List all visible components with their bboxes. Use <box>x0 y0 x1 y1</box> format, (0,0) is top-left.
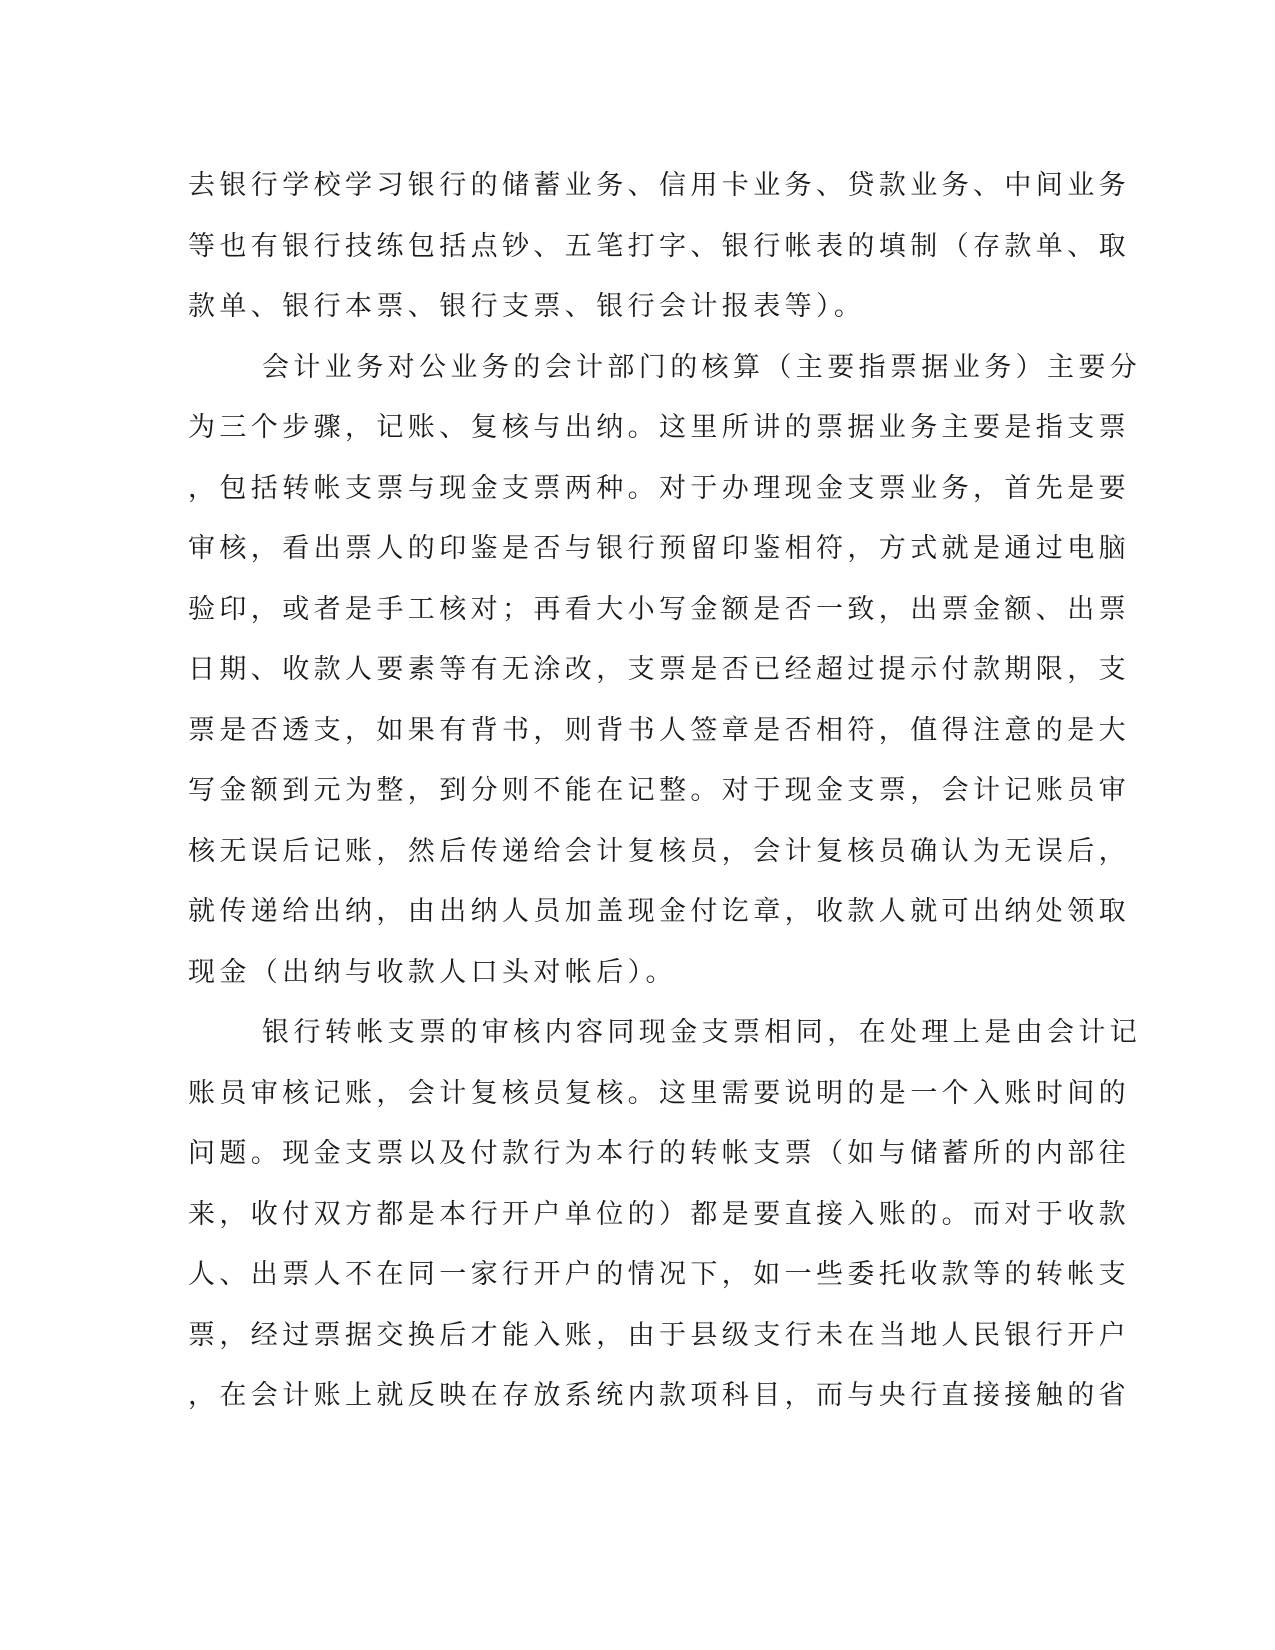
paragraph-3 <box>188 1003 1142 1427</box>
text-line: 来，收付双方都是本行开户单位的）都是要直接入账的。而对于收款 <box>188 1198 1130 1230</box>
text-line: 问题。现金支票以及付款行为本行的转帐支票（如与储蓄所的内部往 <box>188 1138 1130 1169</box>
text-line: 就传递给出纳，由出纳人员加盖现金付讫章，收款人就可出纳处领取 <box>188 896 1130 927</box>
paragraph-2 <box>188 338 1142 1004</box>
text-line: 人、出票人不在同一家行开户的情况下，如一些委托收款等的转帐支 <box>188 1259 1130 1290</box>
text-line: 款单、银行本票、银行支票、银行会计报表等）。 <box>188 291 866 322</box>
paragraph-1 <box>188 156 1130 338</box>
text-line: 票，经过票据交换后才能入账，由于县级支行未在当地人民银行开户 <box>188 1319 1130 1351</box>
text-line: 核无误后记账，然后传递给会计复核员，会计复核员确认为无误后， <box>188 835 1130 867</box>
text-line: 去银行学校学习银行的储蓄业务、信用卡业务、贷款业务、中间业务 <box>188 170 1130 201</box>
text-line: ，包括转帐支票与现金支票两种。对于办理现金支票业务，首先是要 <box>188 472 1130 504</box>
text-line: ，在会计账上就反映在存放系统内款项科目，而与央行直接接触的省 <box>188 1380 1130 1411</box>
body-text <box>188 156 1142 1427</box>
text-line-first: 银行转帐支票的审核内容同现金支票相同，在处理上是由会计记 <box>262 1017 1142 1048</box>
text-line: 票是否透支，如果有背书，则背书人签章是否相符，值得注意的是大 <box>188 714 1130 746</box>
text-line: 验印，或者是手工核对；再看大小写金额是否一致，出票金额、出票 <box>188 593 1130 625</box>
text-line: 现金（出纳与收款人口头对帐后）。 <box>188 956 677 988</box>
text-line: 审核，看出票人的印鉴是否与银行预留印鉴相符，方式就是通过电脑 <box>188 533 1130 564</box>
text-line: 账员审核记账，会计复核员复核。这里需要说明的是一个入账时间的 <box>188 1077 1130 1109</box>
text-line-first: 会计业务对公业务的会计部门的核算（主要指票据业务）主要分 <box>262 351 1142 383</box>
text-line: 日期、收款人要素等有无涂改，支票是否已经超过提示付款期限，支 <box>188 654 1130 685</box>
text-line: 等也有银行技练包括点钞、五笔打字、银行帐表的填制（存款单、取 <box>188 230 1130 262</box>
text-line: 写金额到元为整，到分则不能在记整。对于现金支票，会计记账员审 <box>188 775 1130 806</box>
text-line: 为三个步骤，记账、复核与出纳。这里所讲的票据业务主要是指支票 <box>188 412 1130 443</box>
